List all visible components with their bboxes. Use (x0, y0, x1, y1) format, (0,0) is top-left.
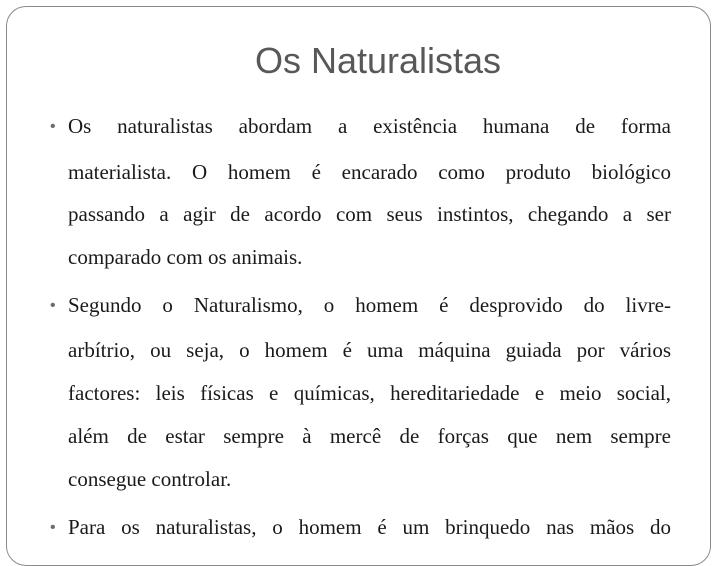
bullet-2-line-5: consegue controlar. (68, 467, 232, 491)
slide-title: Os Naturalistas (254, 40, 502, 81)
bullet-2-line-2: arbítrio, ou seja, o homem é uma máquina guiada por vários (68, 338, 671, 362)
bullet-marker: • (50, 297, 56, 314)
bullet-2-line-3: factores: leis físicas e químicas, hereditariedade e meio social, (68, 381, 671, 405)
bullet-1-line-4: comparado com os animais. (68, 245, 303, 269)
bullet-1-line-3: passando a agir de acordo com seus instintos, chegando a ser (68, 202, 671, 226)
bullet-marker: • (50, 519, 56, 536)
bullet-2-line-4: além de estar sempre à mercê de forças que nem sempre (68, 424, 671, 448)
bullet-3-line-1: Para os naturalistas, o homem é um brinquedo nas mãos do (68, 515, 671, 539)
bullet-1-line-1: Os naturalistas abordam a existência humana de forma (68, 114, 671, 138)
bullet-1-line-2: materialista. O homem é encarado como produto biológico (68, 160, 671, 184)
bullet-2-line-1: Segundo o Naturalismo, o homem é desprovido do livre- (68, 293, 671, 317)
bullet-marker: • (50, 118, 56, 135)
